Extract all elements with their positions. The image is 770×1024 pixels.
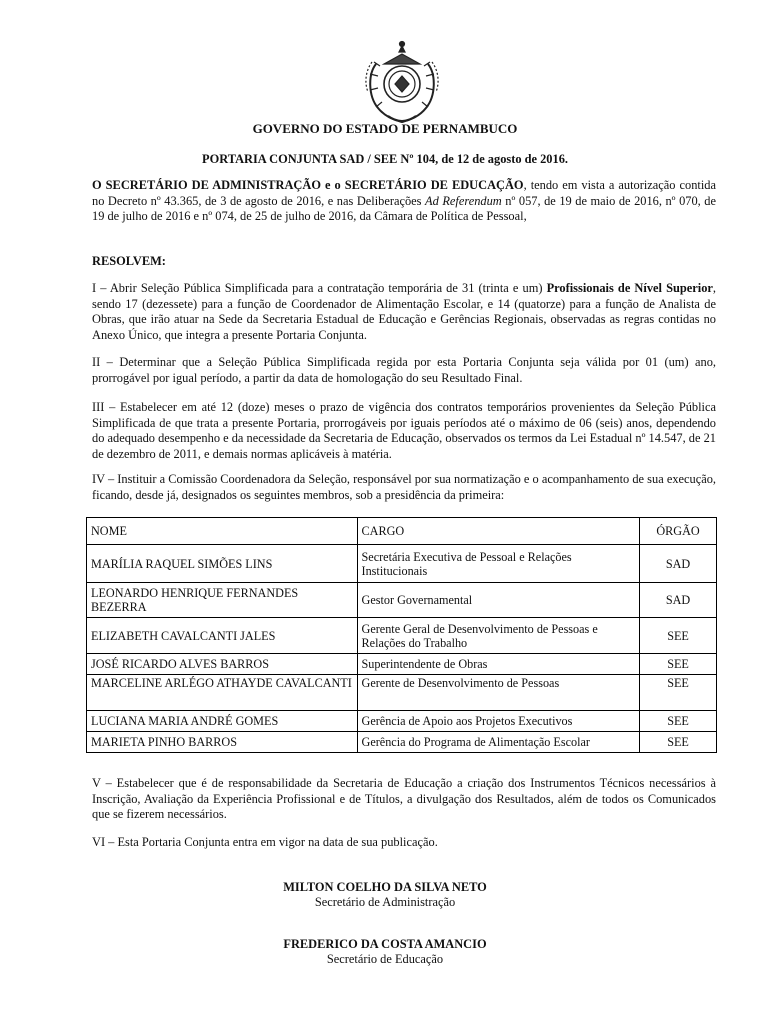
cell-nome: JOSÉ RICARDO ALVES BARROS (87, 654, 358, 675)
item-iii-paragraph: III – Estabelecer em até 12 (doze) meses o prazo de vigência dos contratos temporários provenientes da Seleção Pública Simplificada de que trata a presente Portaria, prorrogáveis por iguais períodos até o máximo de 06 (seis) anos, dependendo do adequado desempenho e da necessidade da Secretaria de Educação, observados os termos da Lei Estadual nº 14.547, de 21 de dezembro de 2011, e demais normas aplicáveis à matéria. (92, 400, 716, 461)
preamble-italic: Ad Referendum (425, 193, 502, 208)
item-i-text-a: I – Abrir Seleção Pública Simplificada para a contratação temporária de 31 (trinta e um) (92, 281, 547, 295)
cell-nome: MARCELINE ARLÉGO ATHAYDE CAVALCANTI (87, 675, 358, 711)
cell-nome: MARIETA PINHO BARROS (87, 732, 358, 753)
column-header-nome: NOME (87, 518, 358, 545)
signature-block-administration (0, 880, 770, 910)
cell-orgao: SAD (640, 545, 717, 583)
table-header-row (87, 518, 717, 545)
cell-cargo: Gerência de Apoio aos Projetos Executivos (357, 711, 640, 732)
signatory-role: Secretário de Administração (314, 895, 456, 909)
cell-orgao: SEE (640, 618, 717, 654)
cell-cargo: Secretária Executiva de Pessoal e Relações Institucionais (357, 545, 640, 583)
table-row (87, 732, 717, 753)
cell-orgao: SEE (640, 654, 717, 675)
item-i-text-b: , sendo 17 (dezessete) para a função de Coordenador de Alimentação Escolar, e 14 (quatorze) para a função de Analista de Obras, que irão atuar na Sede da Secretaria Estadual de Educação e Gerências Regionais, observadas as regras contidas no Anexo Único, que integra a presente Portaria Conjunta. (92, 281, 716, 342)
signatory-name: FREDERICO DA COSTA AMANCIO (283, 937, 487, 951)
government-heading: GOVERNO DO ESTADO DE PERNAMBUCO (252, 121, 518, 136)
item-v-paragraph: V – Estabelecer que é de responsabilidade da Secretaria de Educação a criação dos Instrumentos Técnicos necessários à Inscrição, Avaliação da Experiência Profissional e de Títulos, a divulgação dos Resultados, além de todos os Comunicados que se fizerem necessários. (92, 776, 716, 821)
cell-nome: MARÍLIA RAQUEL SIMÕES LINS (87, 545, 358, 583)
preamble-text-b: nº 057, de 19 de maio de 2016, nº 070, de 19 de julho de 2016 e nº 074, de 25 de julho de 2016, da Câmara de Política de Pessoal, (92, 193, 716, 223)
state-coat-of-arms-icon (362, 40, 442, 126)
cell-nome: LUCIANA MARIA ANDRÉ GOMES (87, 711, 358, 732)
cell-cargo: Gerência do Programa de Alimentação Escolar (357, 732, 640, 753)
cell-orgao: SEE (640, 732, 717, 753)
cell-cargo: Gerente Geral de Desenvolvimento de Pessoas e Relações do Trabalho (357, 618, 640, 654)
column-header-orgao: ÓRGÃO (640, 518, 717, 545)
table-row (87, 654, 717, 675)
item-vi-paragraph: VI – Esta Portaria Conjunta entra em vigor na data de sua publicação. (92, 835, 438, 849)
resolvem-heading: RESOLVEM: (92, 254, 166, 268)
cell-nome: LEONARDO HENRIQUE FERNANDES BEZERRA (87, 583, 358, 618)
item-ii-paragraph: II – Determinar que a Seleção Pública Simplificada regida por esta Portaria Conjunta seja válida por 01 (um) ano, prorrogável por igual período, a partir da data de homologação do seu Resultado Final. (92, 355, 716, 385)
item-i-paragraph (92, 281, 716, 343)
signature-block-education (0, 937, 770, 967)
portaria-title: PORTARIA CONJUNTA SAD / SEE Nº 104, de 12 de agosto de 2016. (202, 152, 568, 166)
item-i-bold: Profissionais de Nível Superior (546, 281, 713, 295)
signatory-name: MILTON COELHO DA SILVA NETO (283, 880, 487, 894)
cell-orgao: SEE (640, 675, 717, 711)
commission-table (86, 517, 717, 753)
table-row (87, 711, 717, 732)
cell-orgao: SAD (640, 583, 717, 618)
table-row (87, 583, 717, 618)
signatory-role: Secretário de Educação (326, 952, 444, 966)
item-iv-paragraph: IV – Instituir a Comissão Coordenadora da Seleção, responsável por sua normatização e o acompanhamento de sua execução, ficando, desde já, designados os seguintes membros, sob a presidência da primeira: (92, 472, 716, 502)
preamble-paragraph (92, 178, 716, 225)
table-row (87, 545, 717, 583)
cell-cargo: Gestor Governamental (357, 583, 640, 618)
cell-cargo: Superintendente de Obras (357, 654, 640, 675)
preamble-text-a: , tendo em vista a autorização contida no Decreto nº 43.365, de 3 de agosto de 2016, e nas Deliberações (92, 178, 716, 208)
preamble-authorities: O SECRETÁRIO DE ADMINISTRAÇÃO e o SECRETÁRIO DE EDUCAÇÃO (92, 178, 524, 192)
table-row (87, 618, 717, 654)
column-header-cargo: CARGO (357, 518, 640, 545)
cell-orgao: SEE (640, 711, 717, 732)
cell-nome: ELIZABETH CAVALCANTI JALES (87, 618, 358, 654)
cell-cargo: Gerente de Desenvolvimento de Pessoas (357, 675, 640, 711)
table-row (87, 675, 717, 711)
